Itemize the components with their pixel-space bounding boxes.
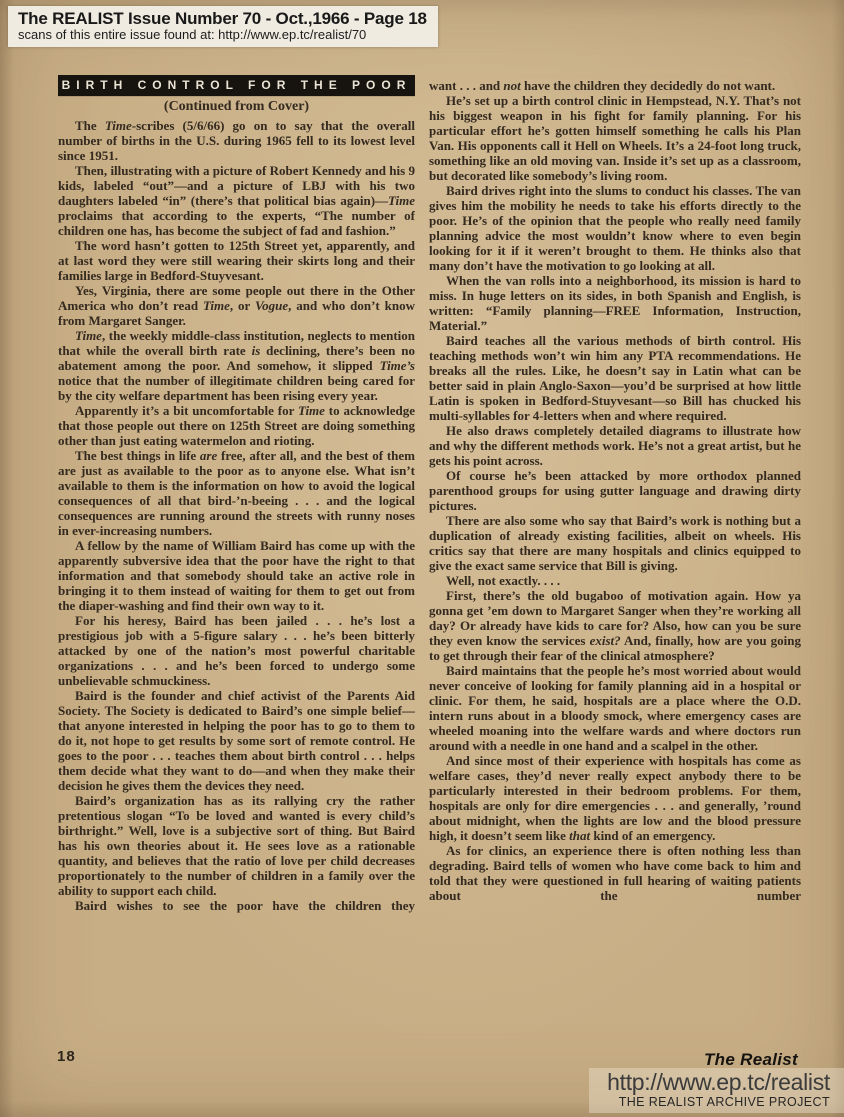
paragraph: He’s set up a birth control clinic in Hempstead, N.Y. That’s not his biggest weapon in his fight for family planning. For his particular effort he’s gotten himself something he calls his Plan Van. His opponents call it Hell on Wheels. It’s a 24-foot long truck, something like an old moving van. Inside it’s set up as a classroom, but decorated like somebody’s living room. <box>429 93 801 183</box>
archive-url: http://www.ep.tc/realist <box>607 1069 830 1095</box>
paragraph: As for clinics, an experience there is often nothing less than degrading. Baird tells of women who have come back to him and told that they were questioned in full hearing of waiting patients about the number <box>429 843 801 903</box>
scan-info-label <box>8 6 438 47</box>
scan-info-url: scans of this entire issue found at: http://www.ep.tc/realist/70 <box>18 27 367 42</box>
paragraph: The word hasn’t gotten to 125th Street yet, apparently, and at last word they were still wearing their skirts long and their families large in Bedford-Stuyvesant. <box>58 238 415 283</box>
page-number: 18 <box>57 1048 76 1065</box>
paragraph: Baird’s organization has as its rallying cry the rather pretentious slogan “To be loved and wanted is every child’s birthright.” Well, love is a subjective sort of thing. But Baird has his own theories about it. He sees love as a rationable quantity, and believes that the ratio of love per child decreases proportionately to the number of children in a family over the ability to support each child. <box>58 793 415 898</box>
paragraph: The Time-scribes (5/6/66) go on to say that the overall number of births in the U.S. during 1965 fell to its lowest level since 1951. <box>58 118 415 163</box>
article-title: BIRTH CONTROL FOR THE POOR <box>61 78 412 92</box>
right-column <box>429 75 801 1063</box>
paragraph: A fellow by the name of William Baird has come up with the apparently subversive idea that the poor have the right to that information and that somebody should take an active role in bringing it to them instead of waiting for them to get out from the diaper-washing and find their own way to it. <box>58 538 415 613</box>
magazine-name-footer: The Realist <box>704 1050 798 1069</box>
paragraph: want . . . and not have the children they decidedly do not want. <box>429 78 776 93</box>
paragraph: Of course he’s been attacked by more orthodox planned parenthood groups for using gutter language and drawing dirty pictures. <box>429 468 801 513</box>
article-title-bar <box>58 75 415 96</box>
right-column-text <box>429 78 801 903</box>
left-column-text <box>58 118 415 913</box>
paragraph: Then, illustrating with a picture of Robert Kennedy and his 9 kids, labeled “out”—and a picture of LBJ with his two daughters labeled “in” (there’s that political bias again)—Time proclaims that according to the experts, “The number of children one has, has become the subject of fad and fashion.” <box>58 163 415 238</box>
paragraph: There are also some who say that Baird’s work is nothing but a duplication of already existing facilities, albeit on wheels. His critics say that there are many hospitals and clinics equipped to give the exact same service that Bill is giving. <box>429 513 801 573</box>
paragraph: Apparently it’s a bit uncomfortable for Time to acknowledge that those people out there on 125th Street are doing something other than just eating watermelon and rioting. <box>58 403 415 448</box>
paragraph: Baird is the founder and chief activist of the Parents Aid Society. The Society is dedicated to Baird’s one simple belief—that anyone interested in helping the poor has to go to them to do it, not hope to get results by some sort of remote control. He goes to the poor . . . teaches them about birth control . . . helps them decide what they want to do—and when they make their decision he gives them the devices they need. <box>58 688 415 793</box>
scan-info-title: The REALIST Issue Number 70 - Oct.,1966 - Page 18 <box>18 9 427 28</box>
paragraph: First, there’s the old bugaboo of motivation again. How ya gonna get ’em down to Margaret Sanger when they’re working all day? Or already have kids to care for? Also, how can you be sure they even know the services exist? And, finally, how are you going to get through their fear of the clinical atmosphere? <box>429 588 801 663</box>
paragraph: For his heresy, Baird has been jailed . . . he’s lost a prestigious job with a 5-figure salary . . . he’s been bitterly attacked by one of the nation’s most powerful charitable organizations . . . and he’s been forced to undergo some unbelievable schmuckiness. <box>58 613 415 688</box>
paragraph: Well, not exactly. . . . <box>446 573 561 588</box>
paragraph: The best things in life are free, after all, and the best of them are just as available to the poor as to anyone else. What isn’t available to them is the information on how to avoid the logical consequences of all that bird-’n-beeing . . . and the logical consequences are running around the streets with runny noses in ever-increasing numbers. <box>58 448 415 538</box>
paragraph: When the van rolls into a neighborhood, its mission is hard to miss. In huge letters on its sides, in both Spanish and English, is written: “Family planning—FREE Information, Instruction, Material.” <box>429 273 801 333</box>
paragraph: Baird teaches all the various methods of birth control. His teaching methods won’t win him any PTA recommendations. He breaks all the rules. Like, he doesn’t say in Latin what can be better said in plain Anglo-Saxon—you’d be surprised at how little Latin is spoken in Bedford-Stuyvesant—so Bill has chucked his multi-syllables for 4-letters when and where required. <box>429 333 801 423</box>
paragraph: Baird wishes to see the poor have the children they <box>75 898 415 913</box>
paragraph: Baird drives right into the slums to conduct his classes. The van gives him the mobility he needs to take his efforts directly to the poor. He’s of the opinion that the people who really need family planning advice the most wouldn’t know where to even begin looking for it if it weren’t brought to them. He thinks also that many don’t have the motivation to go looking at all. <box>429 183 801 273</box>
paragraph: He also draws completely detailed diagrams to illustrate how and why the different methods work. He’s not a great artist, but he gets his point across. <box>429 423 801 468</box>
paragraph: Baird maintains that the people he’s most worried about would never conceive of looking for family planning aid in a hospital or clinic. For them, he said, hospitals are a place where the O.D. intern runs about in a bloody smock, where emergency cases are wheeled moaning into the welfare wards and where doctors run around with a needle in one hand and a scalpel in the other. <box>429 663 801 753</box>
paragraph: Time, the weekly middle-class institution, neglects to mention that while the overall birth rate is declining, there’s been no abatement among the poor. And somehow, it slipped Time’s notice that the number of illegitimate children being cared for by the city welfare department has been rising every year. <box>58 328 415 403</box>
left-column <box>58 75 415 1050</box>
archive-stamp <box>589 1068 844 1113</box>
continued-from-cover-note: (Continued from Cover) <box>163 99 310 114</box>
archive-project-label: THE REALIST ARCHIVE PROJECT <box>618 1095 830 1109</box>
paragraph: And since most of their experience with hospitals has come as welfare cases, they’d never really expect anybody there to be particularly interested in their bedroom problems. For them, hospitals are only for dire emergencies . . . and generally, ’round about midnight, when the lights are low and the blood pressure high, it doesn’t seem like that kind of an emergency. <box>429 753 801 843</box>
paragraph: Yes, Virginia, there are some people out there in the Other America who don’t read Time, or Vogue, and who don’t know from Margaret Sanger. <box>58 283 415 328</box>
